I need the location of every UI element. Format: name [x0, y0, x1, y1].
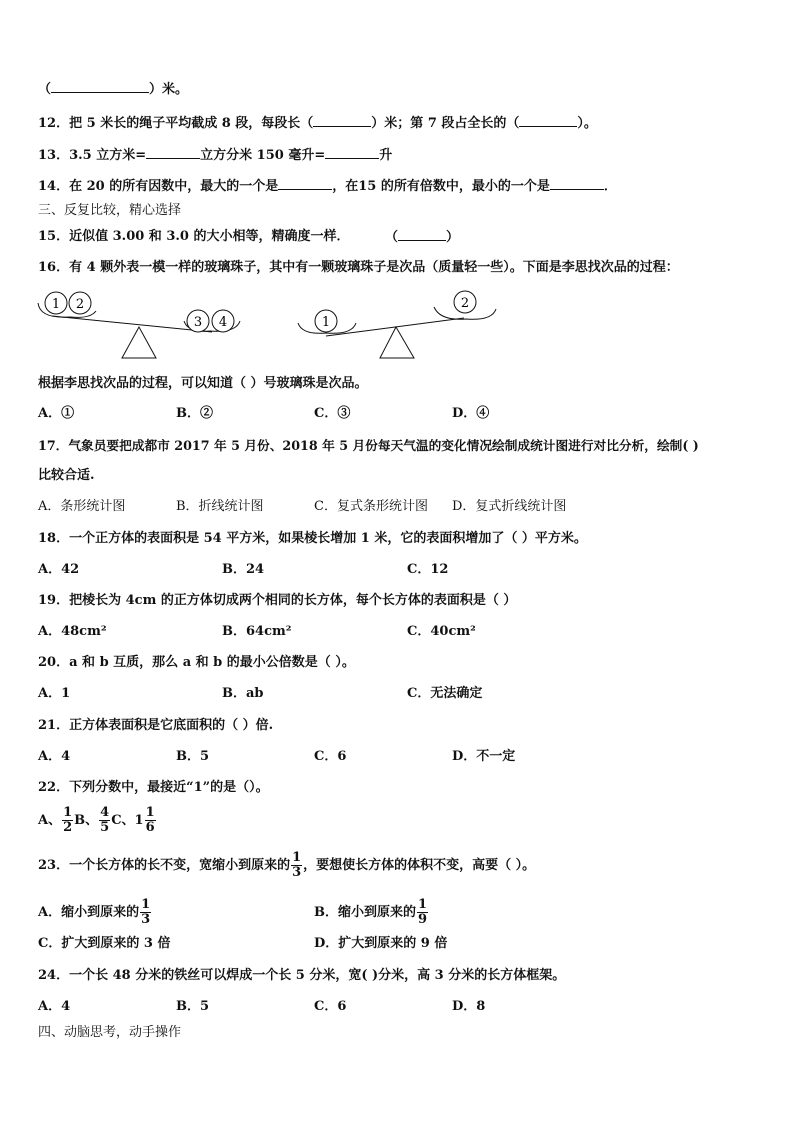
- answer-blank[interactable]: [519, 114, 577, 127]
- option-b[interactable]: B．64cm²: [222, 624, 292, 639]
- option-b[interactable]: B．ab: [222, 686, 264, 701]
- answer-blank[interactable]: [398, 228, 446, 241]
- answer-blank[interactable]: [51, 80, 149, 93]
- question-18: 18．一个正方体的表面积是 54 平方米，如果棱长增加 1 米，它的表面积增加了（ ）平方米。: [38, 531, 587, 546]
- option-d[interactable]: D．8: [452, 999, 486, 1014]
- option-b[interactable]: B．5: [176, 999, 210, 1014]
- option-c[interactable]: C．12: [407, 562, 449, 577]
- option-a[interactable]: A．4: [38, 999, 71, 1014]
- option-b[interactable]: B．缩小到原来的 $\frac{1}{9}$: [314, 897, 428, 927]
- question-16-prompt: 根据李思找次品的过程，可以知道（ ）号玻璃珠是次品。: [38, 376, 368, 391]
- question-12: 12．把 5 米长的绳子平均截成 8 段，每段长（ ）米；第 7 段占全长的（ ）。: [38, 116, 597, 131]
- answer-blank[interactable]: [278, 177, 332, 190]
- question-15: 15．近似值 3.00 和 3.0 的大小相等，精确度一样．: [38, 229, 350, 244]
- question-20: 20．a 和 b 互质，那么 a 和 b 的最小公倍数是（ ）。: [38, 655, 355, 670]
- ball-label: 2: [75, 297, 85, 312]
- option-b[interactable]: B．24: [222, 562, 265, 577]
- option-c[interactable]: C．6: [314, 749, 347, 764]
- option-a[interactable]: A．1: [38, 686, 71, 701]
- question-16: 16．有 4 颗外表一模一样的玻璃珠子，其中有一颗玻璃珠子是次品（质量轻一些）。下面是李思找次品的过程：: [38, 260, 679, 275]
- answer-blank[interactable]: [325, 146, 379, 159]
- option-d[interactable]: D．复式折线统计图: [452, 499, 567, 514]
- option-a[interactable]: A．条形统计图: [38, 499, 126, 514]
- option-c[interactable]: C、: [111, 813, 135, 828]
- option-b[interactable]: B．5: [176, 749, 210, 764]
- option-c[interactable]: C．扩大到原来的 3 倍: [38, 936, 171, 951]
- question-22-options: A、 $\frac{1}{2}$ B、 $\frac{4}{5}$ C、1 $\frac{1}{6}$: [38, 805, 155, 835]
- fraction: $\frac{4}{5}$: [100, 805, 110, 835]
- option-c[interactable]: C．③: [314, 406, 351, 421]
- option-a[interactable]: A、: [38, 813, 62, 828]
- question-14: 14．在 20 的所有因数中，最大的一个是 ，在15 的所有倍数中，最小的一个是 ．: [38, 179, 617, 194]
- balance-diagram: [30, 285, 510, 365]
- question-24: 24．一个长 48 分米的铁丝可以焊成一个长 5 分米，宽( )分米，高 3 分米的长方体框架。: [38, 968, 566, 983]
- question-15-judgement: （ ）: [385, 230, 460, 245]
- option-c[interactable]: C．6: [314, 999, 347, 1014]
- option-a[interactable]: A．缩小到原来的 $\frac{1}{3}$: [38, 897, 151, 927]
- option-a[interactable]: A．42: [38, 562, 80, 577]
- answer-blank[interactable]: [146, 146, 200, 159]
- option-d[interactable]: D．扩大到原来的 9 倍: [314, 936, 448, 951]
- section-4-heading: 四、动脑思考，动手操作: [38, 1025, 182, 1040]
- answer-blank[interactable]: [550, 177, 604, 190]
- question-22: 22．下列分数中，最接近“1”的是（）。: [38, 780, 269, 795]
- fraction: $\frac{1}{3}$: [292, 850, 302, 880]
- fraction: $\frac{1}{2}$: [63, 805, 73, 835]
- fraction: $\frac{1}{9}$: [418, 897, 428, 927]
- option-b[interactable]: B．折线统计图: [176, 499, 264, 514]
- option-a[interactable]: A．4: [38, 749, 71, 764]
- option-a[interactable]: A．①: [38, 406, 75, 421]
- fraction: $\frac{1}{3}$: [141, 897, 151, 927]
- question-23: 23．一个长方体的长不变，宽缩小到原来的 $\frac{1}{3}$ ，要想使长方体的体积不变，高要（ ）。: [38, 850, 536, 880]
- question-21: 21．正方体表面积是它底面积的（ ）倍.: [38, 718, 274, 733]
- balance-left: [38, 292, 240, 358]
- ball-label: 1: [51, 297, 61, 312]
- ball-label: 4: [218, 315, 228, 330]
- option-c[interactable]: C．无法确定: [407, 686, 483, 701]
- option-d[interactable]: D．④: [452, 406, 490, 421]
- balance-right: [298, 291, 496, 358]
- section-3-heading: 三、反复比较，精心选择: [38, 203, 182, 218]
- question-13: 13．3.5 立方米= 立方分米 150 毫升= 升: [38, 148, 393, 163]
- option-c[interactable]: C．复式条形统计图: [314, 499, 428, 514]
- ball-label: 2: [460, 296, 470, 311]
- answer-line-meters: （ ）米。: [38, 82, 189, 97]
- option-c[interactable]: C．40cm²: [407, 624, 476, 639]
- answer-blank[interactable]: [313, 114, 371, 127]
- option-a[interactable]: A．48cm²: [38, 624, 107, 639]
- option-b[interactable]: B、: [74, 813, 99, 828]
- ball-label: 3: [193, 315, 203, 330]
- question-17-cont: 比较合适.: [38, 468, 95, 483]
- option-b[interactable]: B．②: [176, 406, 213, 421]
- option-d[interactable]: D．不一定: [452, 749, 516, 764]
- fraction: $\frac{1}{6}$: [145, 805, 155, 835]
- question-17: 17．气象员要把成都市 2017 年 5 月份、2018 年 5 月份每天气温的变化情况绘制成统计图进行对比分析，绘制( ): [38, 438, 699, 453]
- question-19: 19．把棱长为 4cm 的正方体切成两个相同的长方体，每个长方体的表面积是（ ）: [38, 593, 517, 608]
- ball-label: 1: [321, 315, 331, 330]
